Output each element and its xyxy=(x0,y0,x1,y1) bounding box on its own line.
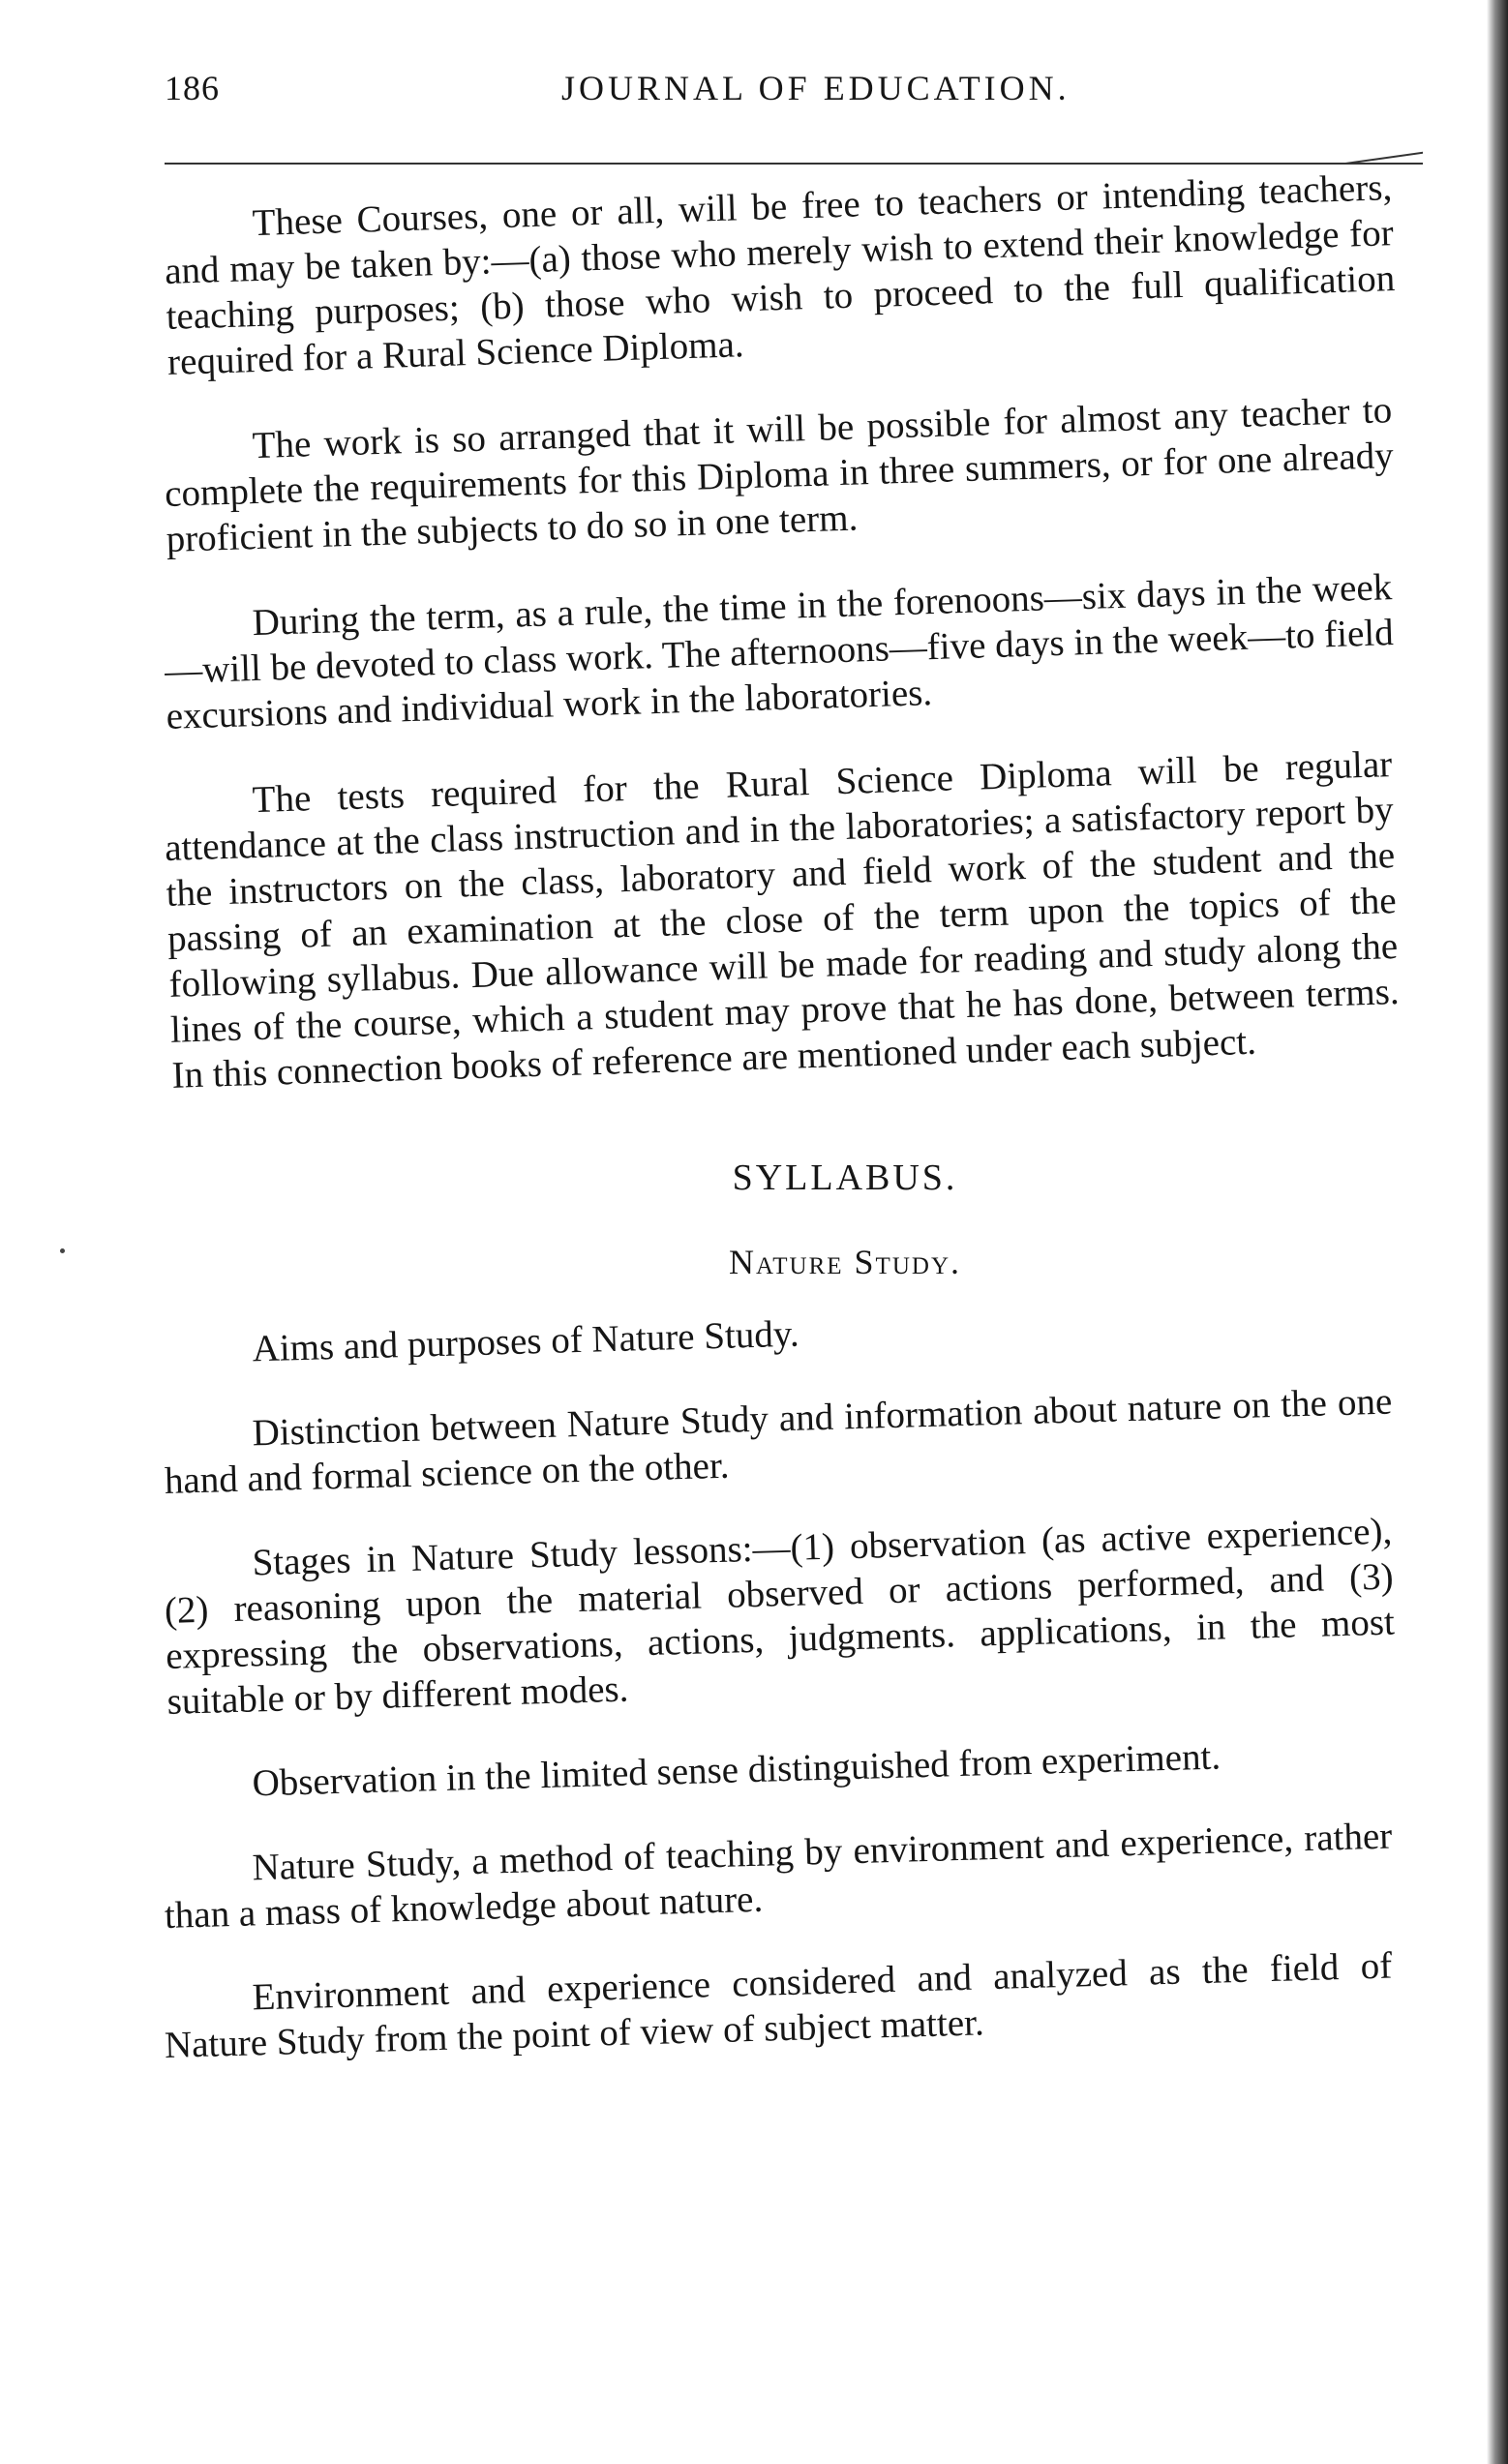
header-rule xyxy=(165,163,1423,165)
syllabus-item: Aims and purposes of Nature Study. xyxy=(252,1312,800,1370)
nature-study-heading: Nature Study. xyxy=(728,1243,961,1281)
paragraph-tests: The tests required for the Rural Science Diploma will be regular attendance at the class instruction and in the laboratories; a satisfactory report by the instructors on the class, laboratory and field work of the student and the passing of an examination at the close of the term upon the topics of the following syllabus. Due allowance will be made for reading and study along the lines of the course, which a student may prove that he has done, between terms. In this connection books of reference are mentioned under each subject. xyxy=(164,743,1401,1097)
syllabus-heading: SYLLABUS. xyxy=(732,1157,958,1198)
syllabus-item: Nature Study, a method of teaching by environment and experience, rather than a mass of knowledge about nature. xyxy=(164,1815,1393,1937)
syllabus-item: Stages in Nature Study lessons:—(1) observation (as active experience), (2) reasoning upon the material observed or actions performed, and (3) expressing the observations, actions, judgments. applications, in the most suitable or by different modes. xyxy=(164,1510,1396,1723)
running-head: JOURNAL OF EDUCATION. xyxy=(561,69,1071,107)
margin-mark xyxy=(60,1248,65,1253)
paragraph-term-schedule: During the term, as a rule, the time in the forenoons—six days in the week—will be devoted to class work. The afternoons—five days in the week—to field excursions and individual work in the laboratories. xyxy=(164,566,1395,737)
paragraph-courses: These Courses, one or all, will be free to teachers or intending teachers, and may be taken by:—(a) those who merely wish to extend their knowledge for teaching purposes; (b) those who wish to proceed to the full qualification required for a Rural Science Diploma. xyxy=(164,166,1396,383)
syllabus-item: Distinction between Nature Study and information about nature on the one hand and formal science on the other. xyxy=(164,1380,1393,1502)
header-rule-hook xyxy=(1345,86,1423,165)
syllabus-item: Environment and experience considered and analyzed as the field of Nature Study from the point of view of subject matter. xyxy=(164,1944,1393,2066)
syllabus-item: Observation in the limited sense distinguished from experiment. xyxy=(252,1735,1221,1805)
paragraph-arrangement: The work is so arranged that it will be possible for almost any teacher to complete the requirements for this Diploma in three summers, or for one already proficient in the subjects to do so in one term. xyxy=(164,389,1395,560)
page-body xyxy=(163,166,1401,2107)
page-number: 186 xyxy=(165,69,220,107)
book-spine-shadow xyxy=(1487,0,1508,2464)
